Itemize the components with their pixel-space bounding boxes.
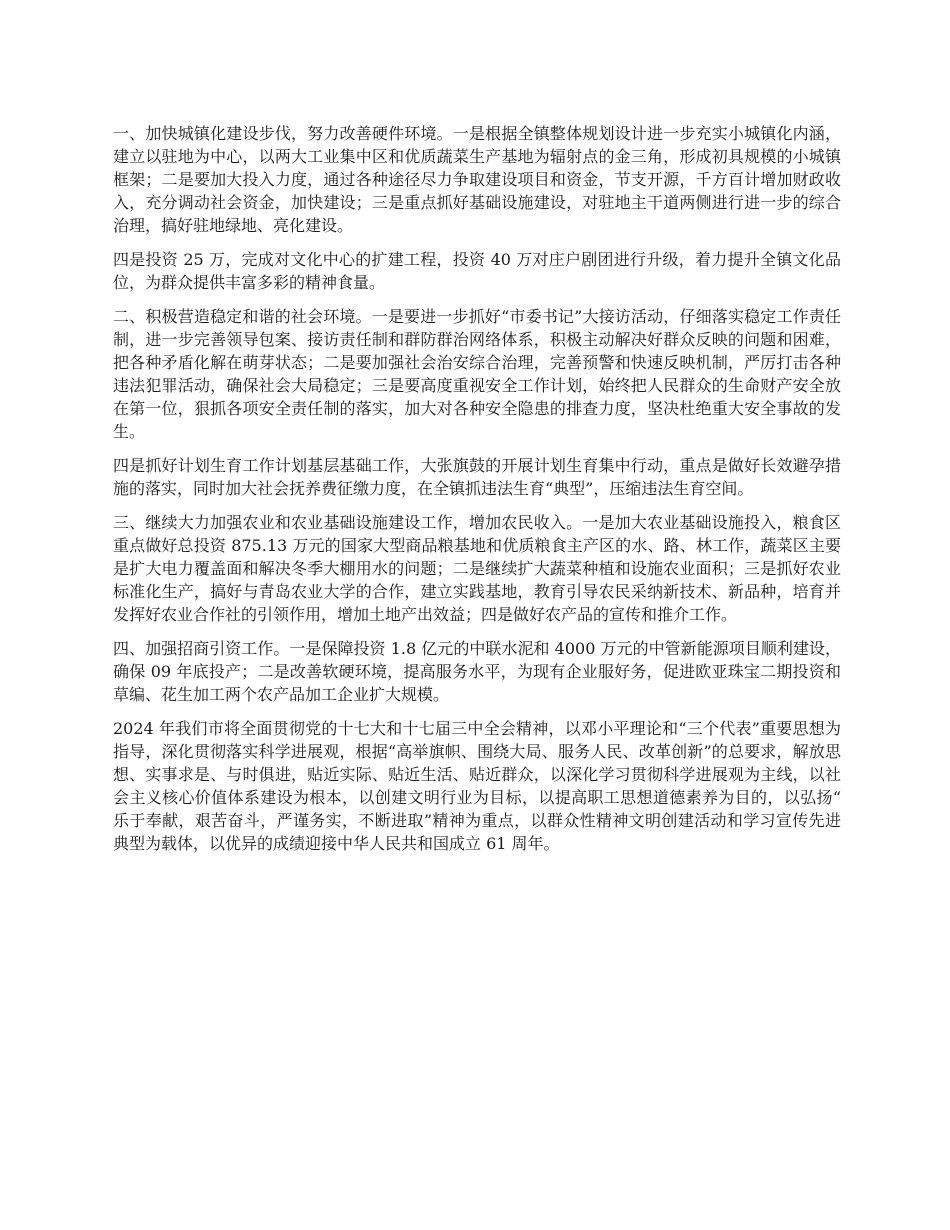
- paragraph-urbanization: 一、加快城镇化建设步伐，努力改善硬件环境。一是根据全镇整体规划设计进一步充实小城镇化内涵，建立以驻地为中心，以两大工业集中区和优质蔬菜生产基地为辐射点的金三角，形成初具规模的小城镇框架；二是要加大投入力度，通过各种途径尽力争取建设项目和资金，节支开源，千方百计增加财政收入，充分调动社会资金，加快建设；三是重点抓好基础设施建设，对驻地主干道两侧进行进一步的综合治理，搞好驻地绿地、亮化建设。: [113, 124, 841, 235]
- paragraph-investment-promotion: 四、加强招商引资工作。一是保障投资 1.8 亿元的中联水泥和 4000 万元的中管新能源项目顺利建设，确保 09 年底投产；二是改善软硬环境，提高服务水平，为现有企业服好务，促进欧亚珠宝二期投资和草编、花生加工两个农产品加工企业扩大规模。: [113, 639, 841, 704]
- paragraph-agriculture: 三、继续大力加强农业和农业基础设施建设工作，增加农民收入。一是加大农业基础设施投入，粮食区重点做好总投资 875.13 万元的国家大型商品粮基地和优质粮食主产区的水、路、林工作，蔬菜区主要是扩大电力覆盖面和解决冬季大棚用水的问题；二是继续扩大蔬菜种植和设施农业面积；三是抓好农业标准化生产，搞好与青岛农业大学的合作，建立实践基地，教育引导农民采纳新技术、新品种，培育并发挥好农业合作社的引领作用，增加土地产出效益；四是做好农产品的宣传和推介工作。: [113, 513, 841, 624]
- document-page: [113, 122, 841, 866]
- paragraph-social-stability: 二、积极营造稳定和谐的社会环境。一是要进一步抓好“市委书记”大接访活动，仔细落实稳定工作责任制，进一步完善领导包案、接访责任制和群防群治网络体系，积极主动解决好群众反映的问题和困难，把各种矛盾化解在萌芽状态；二是要加强社会治安综合治理，完善预警和快速反映机制，严厉打击各种违法犯罪活动，确保社会大局稳定；三是要高度重视安全工作计划，始终把人民群众的生命财产安全放在第一位，狠抓各项安全责任制的落实，加大对各种安全隐患的排查力度，坚决杜绝重大安全事故的发生。: [113, 307, 841, 441]
- paragraph-culture-investment: 四是投资 25 万，完成对文化中心的扩建工程，投资 40 万对庄户剧团进行升级，着力提升全镇文化品位，为群众提供丰富多彩的精神食量。: [113, 250, 841, 292]
- paragraph-annual-goals: 2024 年我们市将全面贯彻党的十七大和十七届三中全会精神，以邓小平理论和“三个代表”重要思想为指导，深化贯彻落实科学进展观，根据“高举旗帜、围绕大局、服务人民、改革创新”的总要求，解放思想、实事求是、与时俱进，贴近实际、贴近生活、贴近群众，以深化学习贯彻科学进展观为主线，以社会主义核心价值体系建设为根本，以创建文明行业为目标，以提高职工思想道德素养为目的，以弘扬“乐于奉献，艰苦奋斗，严谨务实，不断进取”精神为重点，以群众性精神文明创建活动和学习宣传先进典型为载体，以优异的成绩迎接中华人民共和国成立 61 周年。: [113, 719, 841, 853]
- paragraph-family-planning: 四是抓好计划生育工作计划基层基础工作，大张旗鼓的开展计划生育集中行动，重点是做好长效避孕措施的落实，同时加大社会抚养费征缴力度，在全镇抓违法生育“典型”，压缩违法生育空间。: [113, 456, 841, 498]
